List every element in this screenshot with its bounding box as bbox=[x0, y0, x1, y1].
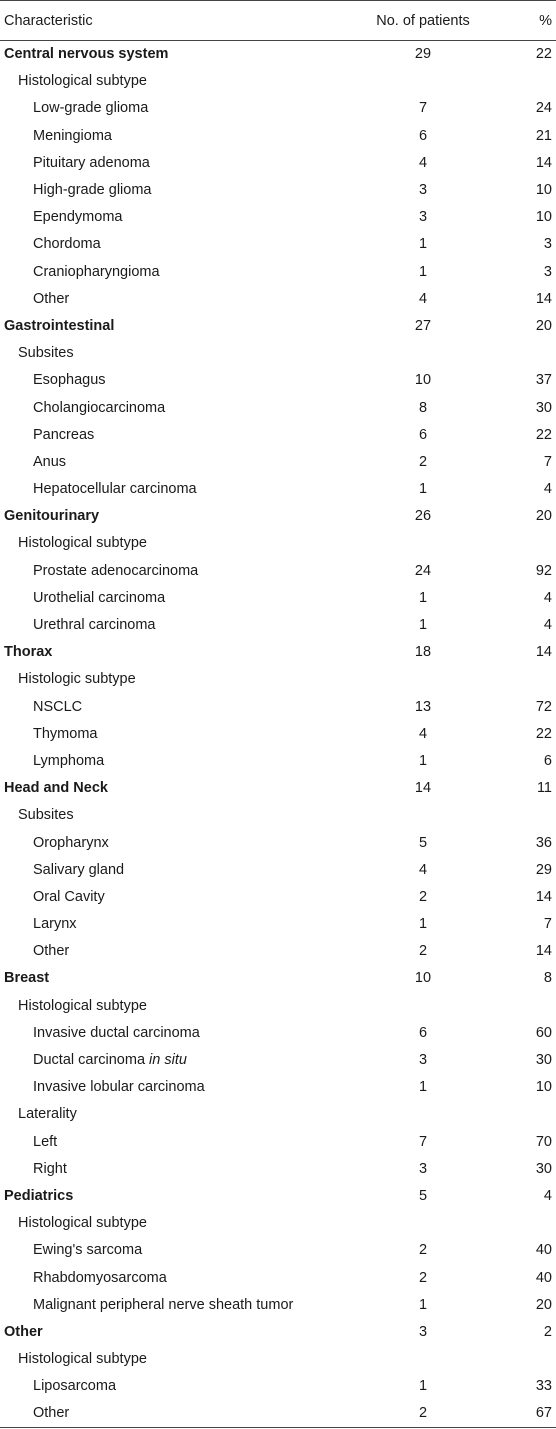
subheading-row bbox=[0, 1210, 556, 1237]
characteristic-cell bbox=[0, 448, 340, 475]
percent-cell: 11 bbox=[536, 780, 552, 797]
table-row bbox=[0, 1128, 556, 1155]
characteristic-label: Prostate adenocarcinoma bbox=[33, 562, 199, 579]
table-row bbox=[0, 1074, 556, 1101]
characteristic-label: Anus bbox=[33, 453, 67, 470]
characteristic-cell bbox=[0, 476, 340, 503]
category-row bbox=[0, 503, 556, 530]
percent-cell: 6 bbox=[543, 752, 552, 769]
patients-cell: 4 bbox=[418, 725, 428, 742]
characteristic-label: Malignant peripheral nerve sheath tumor bbox=[33, 1296, 294, 1313]
patients-cell: 4 bbox=[418, 290, 428, 307]
characteristic-cell bbox=[0, 666, 340, 693]
characteristic-label: Urothelial carcinoma bbox=[33, 589, 166, 606]
characteristic-label: Histological subtype bbox=[18, 997, 147, 1014]
characteristic-label: Salivary gland bbox=[33, 861, 125, 878]
characteristic-label: Subsites bbox=[18, 807, 74, 824]
characteristic-cell bbox=[0, 285, 340, 312]
characteristic-cell bbox=[0, 883, 340, 910]
characteristic-cell bbox=[0, 68, 340, 95]
characteristic-label: Larynx bbox=[33, 916, 77, 933]
patients-cell bbox=[340, 666, 506, 693]
characteristic-label: Other bbox=[33, 1405, 70, 1422]
characteristic-cell bbox=[0, 856, 340, 883]
percent-cell: 7 bbox=[543, 453, 552, 470]
characteristic-cell bbox=[0, 693, 340, 720]
patients-cell: 14 bbox=[414, 780, 432, 797]
patients-cell: 6 bbox=[418, 426, 428, 443]
patients-cell: 1 bbox=[418, 1079, 428, 1096]
characteristic-cell bbox=[0, 829, 340, 856]
patients-cell: 1 bbox=[418, 236, 428, 253]
characteristic-cell bbox=[0, 95, 340, 122]
table-row bbox=[0, 394, 556, 421]
patients-cell: 2 bbox=[418, 1242, 428, 1259]
characteristic-cell bbox=[0, 231, 340, 258]
percent-cell: 3 bbox=[543, 263, 552, 280]
percent-cell: 92 bbox=[535, 562, 552, 579]
percent-cell bbox=[506, 666, 556, 693]
patients-cell: 10 bbox=[414, 372, 432, 389]
header-percent: % bbox=[506, 1, 556, 41]
characteristic-cell bbox=[0, 530, 340, 557]
percent-cell: 36 bbox=[535, 834, 552, 851]
characteristic-label: Chordoma bbox=[33, 236, 101, 253]
patients-cell: 3 bbox=[418, 182, 428, 199]
characteristic-label: Craniopharyngioma bbox=[33, 263, 160, 280]
characteristic-cell bbox=[0, 557, 340, 584]
characteristic-label: Meningioma bbox=[33, 127, 112, 144]
table-row bbox=[0, 149, 556, 176]
percent-cell: 37 bbox=[535, 372, 552, 389]
characteristic-label: Oral Cavity bbox=[33, 888, 105, 905]
percent-cell: 8 bbox=[543, 970, 552, 987]
patients-cell: 5 bbox=[418, 834, 428, 851]
percent-cell: 60 bbox=[535, 1024, 552, 1041]
patients-cell: 7 bbox=[418, 100, 428, 117]
characteristic-label: Other bbox=[33, 943, 70, 960]
table-row bbox=[0, 693, 556, 720]
patients-cell: 1 bbox=[418, 617, 428, 634]
characteristic-cell bbox=[0, 1074, 340, 1101]
characteristic-cell bbox=[0, 1346, 340, 1373]
patients-cell: 4 bbox=[418, 861, 428, 878]
characteristic-cell bbox=[0, 1210, 340, 1237]
category-row bbox=[0, 775, 556, 802]
percent-cell bbox=[506, 1346, 556, 1373]
characteristic-label: Pediatrics bbox=[4, 1187, 74, 1204]
characteristic-cell bbox=[0, 584, 340, 611]
table-row bbox=[0, 829, 556, 856]
characteristic-cell bbox=[0, 340, 340, 367]
subheading-row bbox=[0, 340, 556, 367]
characteristic-label: Pituitary adenoma bbox=[33, 154, 150, 171]
patients-cell: 3 bbox=[418, 1052, 428, 1069]
patients-cell: 1 bbox=[418, 481, 428, 498]
percent-cell bbox=[506, 68, 556, 95]
percent-cell: 14 bbox=[535, 290, 552, 307]
percent-cell bbox=[506, 1101, 556, 1128]
percent-cell bbox=[506, 1210, 556, 1237]
characteristic-cell bbox=[0, 802, 340, 829]
characteristic-label: Hepatocellular carcinoma bbox=[33, 481, 197, 498]
characteristic-label: Histological subtype bbox=[18, 1351, 147, 1368]
percent-cell bbox=[506, 992, 556, 1019]
percent-cell: 14 bbox=[535, 644, 552, 661]
table-row bbox=[0, 204, 556, 231]
characteristic-label-italic: in situ bbox=[149, 1052, 187, 1069]
percent-cell: 14 bbox=[535, 943, 552, 960]
header-row bbox=[0, 1, 556, 41]
percent-cell: 70 bbox=[535, 1133, 552, 1150]
characteristic-label: High-grade glioma bbox=[33, 182, 152, 199]
category-row bbox=[0, 1318, 556, 1345]
characteristic-cell bbox=[0, 1400, 340, 1427]
percent-cell: 4 bbox=[543, 1187, 552, 1204]
characteristic-label: Esophagus bbox=[33, 372, 106, 389]
percent-cell: 40 bbox=[535, 1269, 552, 1286]
characteristic-label: Pancreas bbox=[33, 426, 95, 443]
characteristic-label: Urethral carcinoma bbox=[33, 617, 156, 634]
percent-cell: 4 bbox=[543, 589, 552, 606]
patients-cell: 1 bbox=[418, 916, 428, 933]
category-row bbox=[0, 312, 556, 339]
patients-cell: 7 bbox=[418, 1133, 428, 1150]
characteristic-cell bbox=[0, 503, 340, 530]
table-row bbox=[0, 1155, 556, 1182]
characteristic-label: Invasive lobular carcinoma bbox=[33, 1079, 205, 1096]
characteristic-label: Laterality bbox=[18, 1106, 77, 1123]
table-row bbox=[0, 1019, 556, 1046]
characteristic-label: Cholangiocarcinoma bbox=[33, 399, 166, 416]
percent-cell: 10 bbox=[535, 209, 552, 226]
percent-cell: 22 bbox=[535, 426, 552, 443]
characteristic-cell bbox=[0, 1101, 340, 1128]
characteristic-cell bbox=[0, 394, 340, 421]
characteristic-label: Low-grade glioma bbox=[33, 100, 149, 117]
percent-cell: 22 bbox=[535, 725, 552, 742]
patients-cell: 1 bbox=[418, 589, 428, 606]
patients-cell: 3 bbox=[418, 1323, 428, 1340]
table-row bbox=[0, 883, 556, 910]
characteristic-cell bbox=[0, 1128, 340, 1155]
characteristic-cell bbox=[0, 1046, 340, 1073]
percent-cell bbox=[506, 530, 556, 557]
patients-cell: 3 bbox=[418, 1160, 428, 1177]
characteristic-label: Lymphoma bbox=[33, 752, 105, 769]
subheading-row bbox=[0, 802, 556, 829]
percent-cell: 4 bbox=[543, 617, 552, 634]
patients-cell: 29 bbox=[414, 46, 432, 63]
characteristic-label: Other bbox=[4, 1323, 43, 1340]
patients-cell: 1 bbox=[418, 752, 428, 769]
table-row bbox=[0, 176, 556, 203]
subheading-row bbox=[0, 530, 556, 557]
patients-cell bbox=[340, 1210, 506, 1237]
category-row bbox=[0, 1182, 556, 1209]
table-row bbox=[0, 1400, 556, 1427]
table-row bbox=[0, 122, 556, 149]
category-row bbox=[0, 639, 556, 666]
characteristic-label: Histological subtype bbox=[18, 1215, 147, 1232]
table-header bbox=[0, 1, 556, 41]
characteristic-label: Breast bbox=[4, 970, 50, 987]
table-row bbox=[0, 285, 556, 312]
characteristic-label: Ductal carcinoma bbox=[33, 1052, 150, 1069]
percent-cell: 33 bbox=[535, 1378, 552, 1395]
percent-cell: 3 bbox=[543, 236, 552, 253]
patients-cell: 26 bbox=[414, 508, 432, 525]
characteristic-cell bbox=[0, 1318, 340, 1345]
percent-cell: 29 bbox=[535, 861, 552, 878]
percent-cell: 24 bbox=[535, 100, 552, 117]
characteristic-cell bbox=[0, 611, 340, 638]
patients-cell: 2 bbox=[418, 453, 428, 470]
characteristic-cell bbox=[0, 421, 340, 448]
characteristic-cell bbox=[0, 367, 340, 394]
characteristic-label: Invasive ductal carcinoma bbox=[33, 1024, 200, 1041]
patients-cell: 27 bbox=[414, 317, 432, 334]
subheading-row bbox=[0, 1346, 556, 1373]
characteristic-cell bbox=[0, 1237, 340, 1264]
characteristic-cell bbox=[0, 312, 340, 339]
table-row bbox=[0, 856, 556, 883]
patients-cell: 4 bbox=[418, 154, 428, 171]
characteristic-label: Gastrointestinal bbox=[4, 317, 115, 334]
patients-cell: 2 bbox=[340, 1400, 506, 1427]
characteristic-cell bbox=[0, 258, 340, 285]
characteristic-cell bbox=[0, 775, 340, 802]
characteristic-label: Oropharynx bbox=[33, 834, 109, 851]
table-row bbox=[0, 367, 556, 394]
patients-cell: 1 bbox=[418, 1378, 428, 1395]
table-row bbox=[0, 611, 556, 638]
characteristic-cell bbox=[0, 1291, 340, 1318]
characteristic-label: Left bbox=[33, 1133, 58, 1150]
table-row bbox=[0, 476, 556, 503]
patients-cell: 6 bbox=[418, 1024, 428, 1041]
percent-cell bbox=[506, 340, 556, 367]
percent-cell: 72 bbox=[535, 698, 552, 715]
table-row bbox=[0, 1373, 556, 1400]
table-row bbox=[0, 448, 556, 475]
characteristic-label: Rhabdomyosarcoma bbox=[33, 1269, 167, 1286]
characteristic-cell bbox=[0, 747, 340, 774]
characteristic-label: Ependymoma bbox=[33, 209, 123, 226]
table-row bbox=[0, 1291, 556, 1318]
characteristic-cell bbox=[0, 911, 340, 938]
header-patients: No. of patients bbox=[340, 1, 506, 41]
characteristic-cell bbox=[0, 1373, 340, 1400]
characteristic-cell bbox=[0, 1019, 340, 1046]
percent-cell: 7 bbox=[543, 916, 552, 933]
table-row bbox=[0, 1237, 556, 1264]
percent-cell: 22 bbox=[535, 46, 552, 63]
characteristic-cell bbox=[0, 938, 340, 965]
patients-cell: 6 bbox=[418, 127, 428, 144]
subheading-row bbox=[0, 992, 556, 1019]
patients-cell: 1 bbox=[418, 1296, 428, 1313]
percent-cell: 14 bbox=[535, 154, 552, 171]
table-row bbox=[0, 258, 556, 285]
characteristic-cell bbox=[0, 122, 340, 149]
characteristic-label: Thorax bbox=[4, 644, 53, 661]
table-body bbox=[0, 41, 556, 1428]
characteristic-cell bbox=[0, 1182, 340, 1209]
subheading-row bbox=[0, 68, 556, 95]
percent-cell: 2 bbox=[543, 1323, 552, 1340]
patients-cell: 8 bbox=[418, 399, 428, 416]
characteristic-cell bbox=[0, 992, 340, 1019]
characteristic-label: Other bbox=[33, 290, 70, 307]
patients-cell bbox=[340, 1346, 506, 1373]
table-row bbox=[0, 911, 556, 938]
percent-cell: 21 bbox=[535, 127, 552, 144]
table-row bbox=[0, 95, 556, 122]
table-row bbox=[0, 747, 556, 774]
patients-cell: 24 bbox=[414, 562, 432, 579]
subheading-row bbox=[0, 1101, 556, 1128]
percent-cell: 20 bbox=[535, 508, 552, 525]
patients-cell: 18 bbox=[414, 644, 432, 661]
subheading-row bbox=[0, 666, 556, 693]
percent-cell: 14 bbox=[535, 888, 552, 905]
percent-cell: 20 bbox=[535, 1296, 552, 1313]
percent-cell: 20 bbox=[535, 317, 552, 334]
patients-cell bbox=[340, 340, 506, 367]
patients-cell bbox=[340, 802, 506, 829]
characteristic-label: Liposarcoma bbox=[33, 1378, 117, 1395]
table-row bbox=[0, 231, 556, 258]
patients-cell bbox=[340, 1101, 506, 1128]
characteristic-label: Histological subtype bbox=[18, 535, 147, 552]
characteristic-label: Histological subtype bbox=[18, 73, 147, 90]
category-row bbox=[0, 41, 556, 68]
characteristic-label: Central nervous system bbox=[4, 46, 169, 63]
characteristic-cell bbox=[0, 41, 340, 68]
patients-cell bbox=[340, 530, 506, 557]
characteristic-cell bbox=[0, 1264, 340, 1291]
table-row bbox=[0, 720, 556, 747]
patients-cell: 13 bbox=[414, 698, 432, 715]
characteristic-cell bbox=[0, 965, 340, 992]
percent-cell: 30 bbox=[535, 1160, 552, 1177]
characteristic-cell bbox=[0, 720, 340, 747]
characteristic-label: Right bbox=[33, 1160, 67, 1177]
percent-cell bbox=[506, 802, 556, 829]
percent-cell: 40 bbox=[535, 1242, 552, 1259]
characteristic-cell bbox=[0, 149, 340, 176]
patients-cell: 5 bbox=[418, 1187, 428, 1204]
table-row bbox=[0, 557, 556, 584]
table-row bbox=[0, 1264, 556, 1291]
patients-cell: 2 bbox=[418, 943, 428, 960]
percent-cell: 10 bbox=[535, 1079, 552, 1096]
percent-cell: 4 bbox=[543, 481, 552, 498]
characteristic-cell bbox=[0, 639, 340, 666]
characteristic-cell bbox=[0, 176, 340, 203]
characteristic-label: Subsites bbox=[18, 345, 74, 362]
patients-cell: 2 bbox=[418, 1269, 428, 1286]
table-row bbox=[0, 1046, 556, 1073]
characteristic-label: Ewing's sarcoma bbox=[33, 1242, 143, 1259]
table-row bbox=[0, 421, 556, 448]
characteristic-cell bbox=[0, 204, 340, 231]
percent-cell: 30 bbox=[535, 1052, 552, 1069]
patients-cell: 2 bbox=[418, 888, 428, 905]
patients-cell bbox=[340, 992, 506, 1019]
header-characteristic: Characteristic bbox=[0, 1, 340, 41]
characteristic-label: Thymoma bbox=[33, 725, 98, 742]
characteristic-label: Genitourinary bbox=[4, 508, 100, 525]
table-row bbox=[0, 938, 556, 965]
characteristic-label: Head and Neck bbox=[4, 780, 108, 797]
percent-cell: 10 bbox=[535, 182, 552, 199]
table-row bbox=[0, 584, 556, 611]
characteristic-label: NSCLC bbox=[33, 698, 83, 715]
percent-cell: 30 bbox=[535, 399, 552, 416]
category-row bbox=[0, 965, 556, 992]
patients-cell: 1 bbox=[418, 263, 428, 280]
patients-cell bbox=[340, 68, 506, 95]
percent-cell: 67 bbox=[506, 1400, 556, 1427]
characteristic-cell bbox=[0, 1155, 340, 1182]
patients-cell: 3 bbox=[418, 209, 428, 226]
patients-cell: 10 bbox=[414, 970, 432, 987]
characteristic-label: Histologic subtype bbox=[18, 671, 136, 688]
